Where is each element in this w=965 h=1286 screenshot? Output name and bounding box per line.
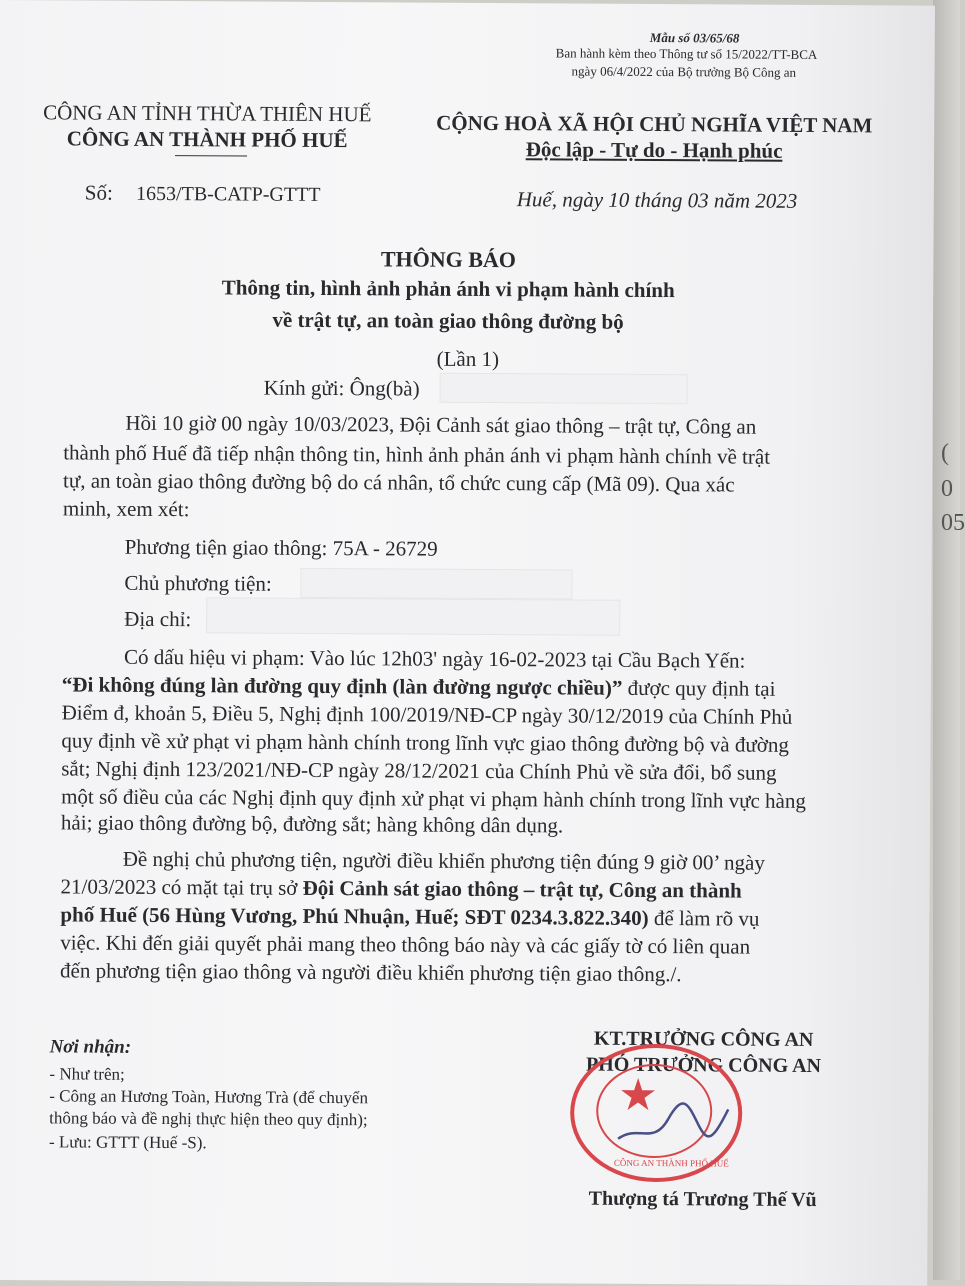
agency-parent: CÔNG AN TỈNH THỪA THIÊN HUẾ (43, 100, 372, 127)
agency-underline (175, 155, 247, 156)
redacted-recipient (440, 373, 688, 405)
body-p3-l1: Đề nghị chủ phương tiện, người điều khiển phương tiện đúng 9 giờ 00’ ngày (122, 846, 765, 875)
place-date: Huế, ngày 10 tháng 03 năm 2023 (516, 187, 798, 213)
violation-description: “Đi không đúng làn đường quy định (làn đường ngược chiều)” (61, 672, 623, 700)
body-p2-l5: sắt; Nghị định 123/2021/NĐ-CP ngày 28/12/2021 của Chính Phủ về sửa đổi, bổ sung (61, 756, 777, 785)
document-number-label: Số: (84, 180, 113, 205)
body-p2-l7: hải; giao thông đường bộ, đường sắt; hàng không dân dụng. (60, 810, 564, 838)
edge-char: 0 (941, 476, 953, 502)
body-p3-l3-rest: để làm rõ vụ (648, 905, 760, 931)
recipient-label: Kính gửi: Ông(bà) (263, 375, 420, 401)
recipient-item-2a: - Công an Hương Toàn, Hương Trà (để chuyển (49, 1086, 369, 1108)
body-p3-l5: đến phương tiện giao thông và người điều khiển phương tiện giao thông./. (60, 958, 682, 987)
seal-text: CÔNG AN THÀNH PHỐ HUẾ (613, 1157, 729, 1169)
nation-title: CỘNG HOÀ XÃ HỘI CHỦ NGHĨA VIỆT NAM (436, 110, 873, 138)
body-p1-l3: tự, an toàn giao thông đường bộ do cá nhân, tổ chức cung cấp (Mã 09). Qua xác (62, 468, 735, 497)
office-name: Đội Cảnh sát giao thông – trật tự, Công an thành (302, 875, 742, 903)
form-code: Mẫu số 03/65/68 (649, 29, 740, 46)
vehicle-plate: Phương tiện giao thông: 75A - 26729 (124, 534, 438, 561)
form-issued-line1: Ban hành kèm theo Thông tư số 15/2022/TT-BCA (555, 45, 818, 62)
address-label: Địa chỉ: (124, 606, 192, 632)
body-p2-l1: Có dấu hiệu vi phạm: Vào lúc 12h03' ngày 16-02-2023 tại Cầu Bạch Yến: (123, 644, 746, 673)
redacted-address (206, 597, 620, 636)
signature-line-1: KT.TRƯỞNG CÔNG AN (593, 1027, 814, 1051)
body-p2-l4: quy định về xử phạt vi phạm hành chính trong lĩnh vực giao thông đường bộ và đường (61, 728, 789, 757)
nation-motto: Độc lập - Tự do - Hạnh phúc (525, 137, 783, 163)
document-number (85, 181, 321, 207)
seal-star-icon: ★ (618, 1070, 658, 1121)
body-p3-l2 (61, 874, 866, 904)
document-number-value: 1653/TB-CATP-GTTT (136, 182, 321, 206)
notice-round: (Lần 1) (436, 346, 500, 372)
body-p3-l2-a: 21/03/2023 có mặt tại trụ sở (60, 874, 303, 900)
notice-subtitle-1: Thông tin, hình ảnh phản ánh vi phạm hành chính (221, 275, 675, 303)
notice-subtitle-2: về trật tự, an toàn giao thông đường bộ (272, 307, 624, 334)
owner-label: Chủ phương tiện: (124, 570, 272, 596)
body-p3-l4: việc. Khi đến giải quyết phải mang theo thông báo này và các giấy tờ có liên quan (60, 930, 751, 959)
edge-char: 05 (941, 510, 965, 536)
signature-line-2: PHÓ TRƯỞNG CÔNG AN (585, 1053, 822, 1078)
recipient-item-2b: thông báo và đề nghị thực hiện theo quy định); (49, 1108, 368, 1130)
body-p1-l1: Hồi 10 giờ 00 ngày 10/03/2023, Đội Cảnh sát giao thông – trật tự, Công an (125, 410, 757, 439)
body-p1-l2: thành phố Huế đã tiếp nhận thông tin, hình ảnh phản ánh vi phạm hành chính về trật (63, 440, 771, 469)
body-p2-l6: một số điều của các Nghị định quy định xử phạt vi phạm hành chính trong lĩnh vực hàng (61, 784, 806, 813)
recipients-title: Nơi nhận: (49, 1036, 132, 1058)
background-page-edge (933, 0, 965, 1280)
office-address: phố Huế (56 Hùng Vương, Phú Nhuận, Huế; SĐT 0234.3.822.340) (60, 902, 649, 930)
form-issued-line2: ngày 06/4/2022 của Bộ trưởng Bộ Công an (571, 63, 797, 80)
edge-char: ( (941, 440, 949, 466)
signature-scribble (613, 1084, 733, 1155)
signer-name: Thượng tá Trương Thế Vũ (588, 1187, 817, 1212)
recipient-item-1: - Như trên; (49, 1064, 125, 1084)
notice-title: THÔNG BÁO (380, 246, 517, 273)
body-p3-l3 (60, 902, 865, 932)
redacted-owner (300, 568, 572, 600)
agency-name: CÔNG AN THÀNH PHỐ HUẾ (66, 126, 348, 153)
body-p2-l3: Điểm đ, khoản 5, Điều 5, Nghị định 100/2019/NĐ-CP ngày 30/12/2019 của Chính Phủ (61, 700, 793, 729)
body-p1-l4: minh, xem xét: (62, 496, 190, 522)
body-p2-l2 (62, 672, 867, 702)
recipient-item-3: - Lưu: GTTT (Huế -S). (48, 1132, 207, 1153)
body-p2-l2-rest: được quy định tại (622, 675, 776, 701)
